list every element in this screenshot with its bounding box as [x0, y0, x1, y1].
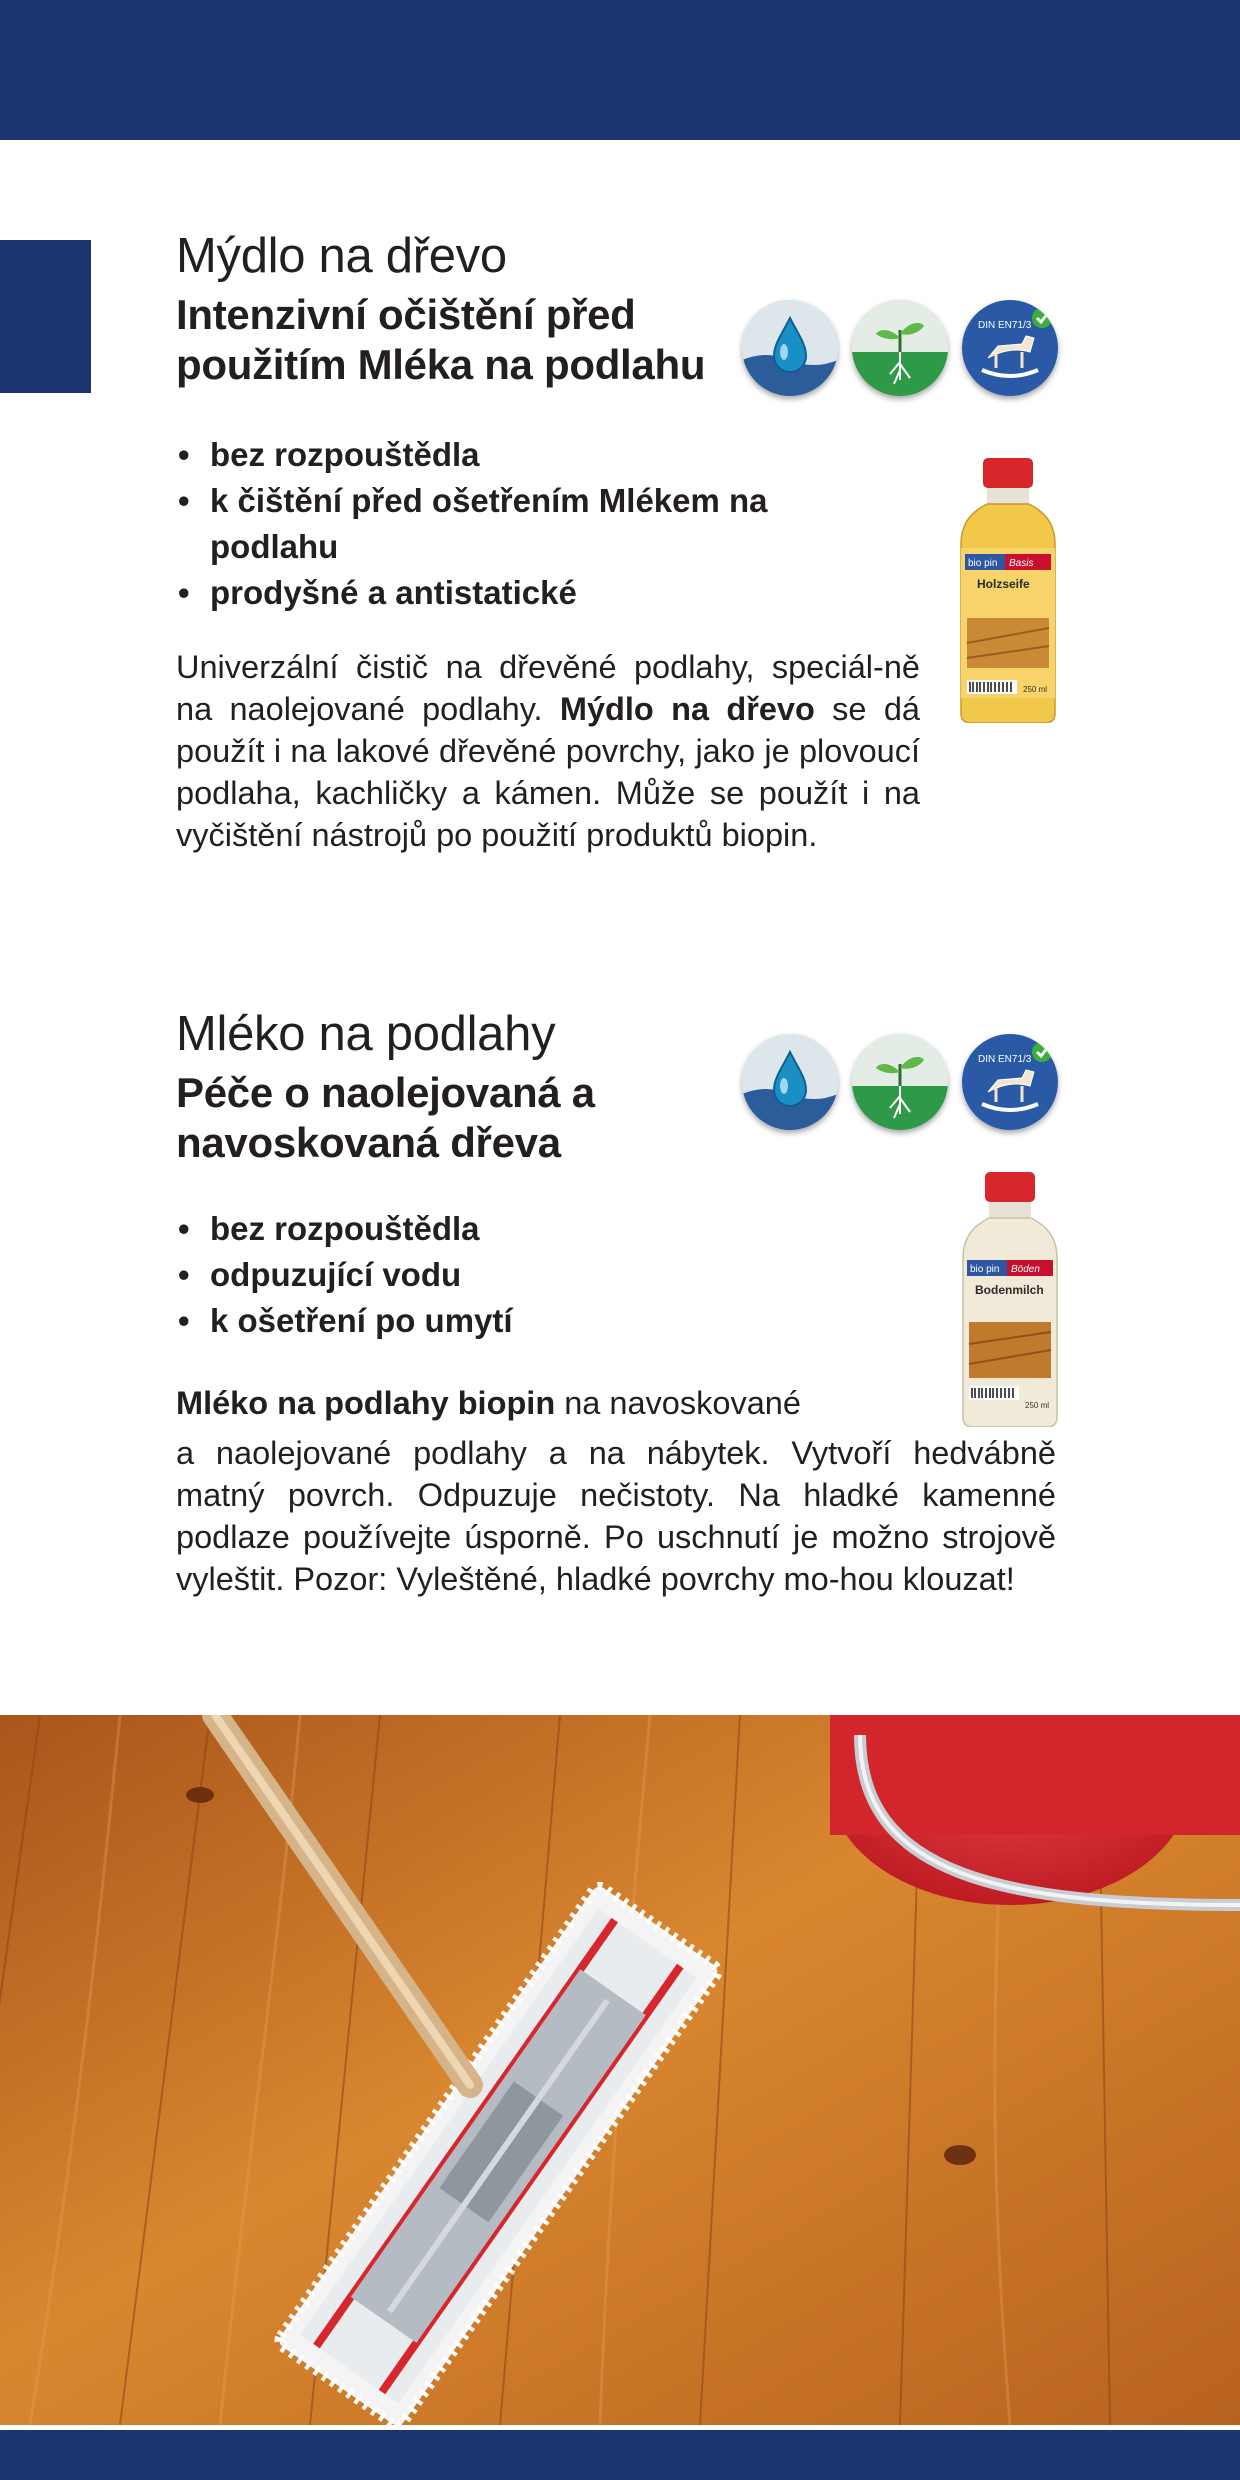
- mop-on-wooden-floor-photo: [0, 1715, 1240, 2425]
- section-title: Mléko na podlahy: [176, 1007, 556, 1061]
- feature-item: • odpuzující vodu: [176, 1252, 856, 1298]
- product-description: [176, 646, 920, 856]
- bottle-line: Böden: [1011, 1264, 1040, 1275]
- feature-item: • k čištění před ošetřením Mlékem na podlahu: [176, 478, 856, 570]
- rocking-horse-din-icon: [962, 300, 1058, 396]
- plant-seedling-icon: [852, 1034, 948, 1130]
- bottle-brand: bio pin: [968, 558, 998, 569]
- bottle-brand: bio pin: [970, 1264, 1000, 1275]
- bottle-line: Basis: [1009, 558, 1034, 569]
- bottom-footer-band: [0, 2430, 1240, 2480]
- desc-text: Univerzální čistič na dřevěné podlahy, speciál-ně na naolejované podlahy.: [176, 649, 920, 727]
- din-label: DIN EN71/3: [978, 320, 1032, 331]
- din-label: DIN EN71/3: [978, 1054, 1032, 1065]
- property-icons-soap: [742, 300, 1058, 396]
- rocking-horse-din-icon: [962, 1034, 1058, 1130]
- feature-list-soap-wrap: [176, 432, 856, 616]
- property-icons-milk: [742, 1034, 1058, 1130]
- bottle-volume: 250 ml: [1023, 685, 1048, 694]
- desc-product-name: Mýdlo na dřevo: [559, 691, 815, 727]
- description-soap-wrap: [176, 646, 920, 856]
- desc-text: se dá použít i na lakové dřevěné povrchy, jako je plovoucí podlaha, kachličky a kámen. Může se použít i na vyčištění nástrojů po použití produktů biopin.: [176, 691, 920, 853]
- description-milk-wrap: [176, 1382, 1056, 1600]
- side-accent-tab: [0, 240, 91, 393]
- section-subtitle-line1: Intenzivní očištění před: [176, 291, 636, 338]
- bottle-name: Bodenmilch: [975, 1283, 1044, 1297]
- feature-list: [176, 1206, 856, 1344]
- feature-item: • prodyšné a antistatické: [176, 570, 856, 616]
- plant-seedling-icon: [852, 300, 948, 396]
- product-description-lead: [176, 1382, 1056, 1424]
- top-header-band: [0, 0, 1240, 140]
- product-bottle-holzseife: [953, 458, 1063, 728]
- section-title: Mýdlo na dřevo: [176, 229, 507, 283]
- feature-item: • k ošetření po umytí: [176, 1298, 856, 1344]
- water-drop-icon: [742, 300, 838, 396]
- desc-product-name: Mléko na podlahy biopin: [176, 1385, 556, 1421]
- section-subtitle-line2: použitím Mléka na podlahu: [176, 341, 706, 388]
- desc-text: na navoskované: [555, 1385, 801, 1421]
- feature-list: [176, 432, 856, 616]
- water-drop-icon: [742, 1034, 838, 1130]
- section-subtitle-line1: Péče o naolejovaná a: [176, 1069, 595, 1116]
- feature-list-milk-wrap: [176, 1206, 856, 1344]
- feature-item: • bez rozpouštědla: [176, 1206, 856, 1252]
- feature-item: • bez rozpouštědla: [176, 432, 856, 478]
- section-subtitle-line2: navoskovaná dřeva: [176, 1119, 561, 1166]
- bottle-volume: 250 ml: [1025, 1401, 1050, 1410]
- product-description: a naolejované podlahy a na nábytek. Vytvoří hedvábně matný povrch. Odpuzuje nečistoty. Na hladké kamenné podlaze používejte úsporně. Po uschnutí je možno strojově vyleštit. Pozor: Vyleštěné, hladké povrchy mo-hou klouzat!: [176, 1435, 1056, 1597]
- bottle-name: Holzseife: [977, 577, 1030, 591]
